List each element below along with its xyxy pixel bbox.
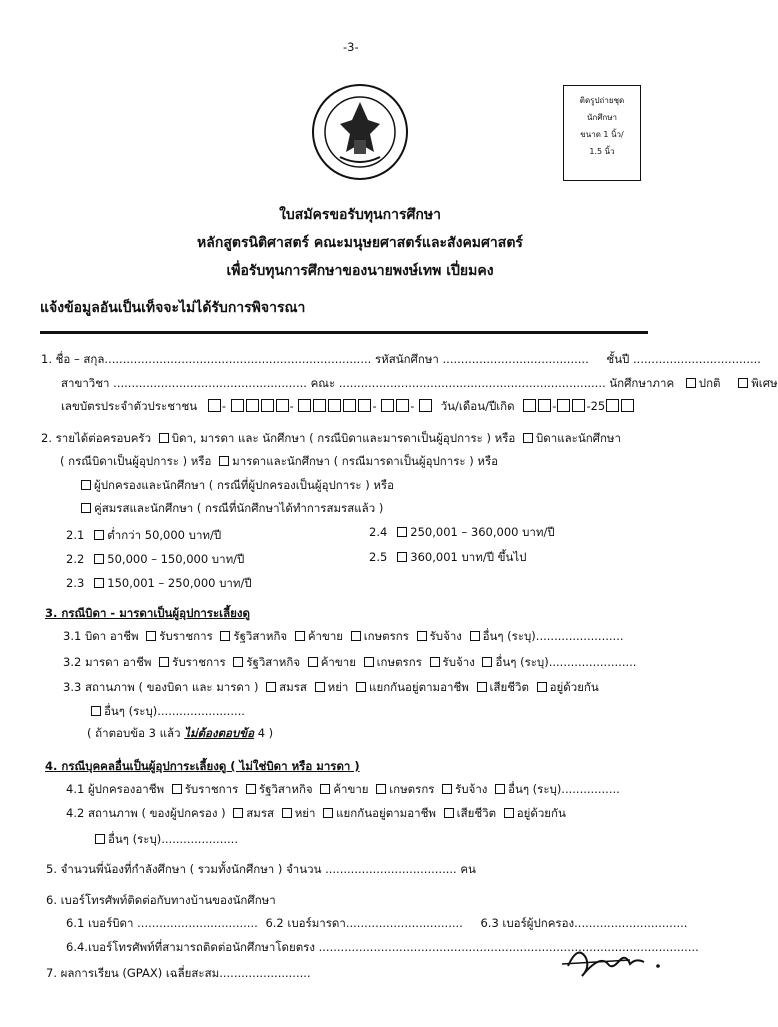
income-guardian-label: ผู้ปกครองและนักศึกษา ( กรณีที่ผู้ปกครองเป็นผู้อุปการะ ) หรือ <box>94 478 395 492</box>
status-other-field[interactable]: อื่นๆ (ระบุ)........................ <box>104 704 245 718</box>
occupation-label: เกษตรกร <box>389 782 435 796</box>
option-label: 50,000 – 150,000 บาท/ปี <box>107 552 245 566</box>
program-label: นักศึกษาภาค <box>609 376 675 390</box>
option-number: 2.2 <box>66 552 85 566</box>
occupation-label: ค้าขาย <box>333 782 369 796</box>
phone-row <box>66 916 687 930</box>
status-label: หย่า <box>294 806 316 820</box>
status-label: สมรส <box>246 806 275 820</box>
section-3-note <box>87 726 273 740</box>
form-subtitle-scholarship: เพื่อรับทุนการศึกษาของนายพงษ์เทพ เปี่ยมคง <box>226 263 494 279</box>
income-father-label: บิดาและนักศึกษา <box>535 431 621 445</box>
name-field[interactable]: 1. ชื่อ – สกุล......................................................................... <box>41 352 372 366</box>
occupation-checkbox[interactable] <box>295 631 305 641</box>
status-label: อยู่ด้วยกัน <box>549 680 599 694</box>
status-checkbox[interactable] <box>444 808 454 818</box>
student-id-field[interactable]: รหัสนักศึกษา ........................................ <box>374 352 589 366</box>
option-label: 250,001 – 360,000 บาท/ปี <box>410 525 555 539</box>
option-number: 2.4 <box>369 525 388 539</box>
status-other-checkbox[interactable] <box>95 834 105 844</box>
divider <box>40 331 648 334</box>
occupation-label[interactable]: อื่นๆ (ระบุ)........................ <box>482 629 624 643</box>
income-2-2-checkbox[interactable] <box>94 554 104 564</box>
form-title: ใบสมัครขอรับทุนการศึกษา <box>279 207 441 223</box>
gpax-field[interactable]: 7. ผลการเรียน (GPAX) เฉลี่ยสะสม......................... <box>46 966 311 980</box>
income-father-mother-checkbox[interactable] <box>159 433 169 443</box>
photo-box-line: 1.5 นิ้ว <box>589 147 615 156</box>
university-seal-logo <box>310 82 410 182</box>
occupation-checkbox[interactable] <box>482 657 492 667</box>
income-2-1-checkbox[interactable] <box>94 530 104 540</box>
occupation-label: เกษตรกร <box>376 655 422 669</box>
section-2-row-1 <box>41 431 621 445</box>
status-label: เสียชีวิต <box>489 680 529 694</box>
id-card-label: เลขบัตรประจำตัวประชาชน <box>61 399 198 413</box>
photo-box-line: ติดรูปถ่ายชุด <box>579 96 625 105</box>
income-option-2-3 <box>66 576 252 590</box>
option-label: 360,001 บาท/ปี ขึ้นไป <box>410 550 527 564</box>
guardian-status-label: 4.2 สถานภาพ ( ของผู้ปกครอง ) <box>66 806 226 820</box>
occupation-label[interactable]: อื่นๆ (ระบุ)................ <box>508 782 620 796</box>
program-regular-checkbox[interactable] <box>686 378 696 388</box>
income-father-mother-label: บิดา, มารดา และ นักศึกษา ( กรณีบิดาและมารดาเป็นผู้อุปการะ ) หรือ <box>171 431 516 445</box>
student-phone-field[interactable]: 6.4.เบอร์โทรศัพท์ที่สามารถติดต่อนักศึกษาโดยตรง ........................................................................................................ <box>66 940 699 954</box>
income-guardian-checkbox[interactable] <box>81 480 91 490</box>
income-option-2-4 <box>369 525 555 539</box>
occupation-checkbox[interactable] <box>172 784 182 794</box>
status-checkbox[interactable] <box>323 808 333 818</box>
option-number: 2.5 <box>369 550 388 564</box>
occupation-checkbox[interactable] <box>146 631 156 641</box>
program-regular-label: ปกติ <box>698 376 721 390</box>
income-father-checkbox[interactable] <box>523 433 533 443</box>
occupation-label: รับจ้าง <box>442 655 475 669</box>
mother-occupation-label: 3.2 มารดา อาชีพ <box>63 655 152 669</box>
status-label: หย่า <box>327 680 349 694</box>
occupation-label: รัฐวิสาหกิจ <box>233 629 288 643</box>
income-2-5-checkbox[interactable] <box>397 552 407 562</box>
note-emphasis: ไม่ต้องตอบข้อ <box>184 726 255 740</box>
occupation-label: รับจ้าง <box>429 629 462 643</box>
status-other-checkbox[interactable] <box>91 706 101 716</box>
section-1-row-3 <box>61 399 635 413</box>
occupation-checkbox[interactable] <box>351 631 361 641</box>
section-6-heading: 6. เบอร์โทรศัพท์ติดต่อกับทางบ้านของนักศึกษา <box>46 893 276 907</box>
parents-status-row <box>63 680 599 694</box>
siblings-count-field[interactable]: 5. จำนวนพี่น้องที่กำลังศึกษา ( รวมทั้งนักศึกษา ) จำนวน .................................... คน <box>46 862 476 876</box>
occupation-checkbox[interactable] <box>376 784 386 794</box>
note-text: 4 ) <box>257 726 274 740</box>
mother-phone-field[interactable]: 6.2 เบอร์มารดา................................ <box>265 916 463 930</box>
occupation-label: ค้าขาย <box>320 655 356 669</box>
occupation-label: ค้าขาย <box>307 629 344 643</box>
faculty-field[interactable]: คณะ ......................................................................... <box>310 376 606 390</box>
guardian-phone-field[interactable]: 6.3 เบอร์ผู้ปกครอง............................... <box>480 916 688 930</box>
status-checkbox[interactable] <box>233 808 243 818</box>
option-number: 2.3 <box>66 576 85 590</box>
section-2-row-2 <box>60 454 498 468</box>
signature <box>560 936 670 986</box>
income-spouse-checkbox[interactable] <box>81 503 91 513</box>
income-option-2-1 <box>66 528 221 542</box>
income-father-note: ( กรณีบิดาเป็นผู้อุปการะ ) หรือ <box>60 454 212 468</box>
status-checkbox[interactable] <box>282 808 292 818</box>
option-label: 150,001 – 250,000 บาท/ปี <box>107 576 252 590</box>
status-checkbox[interactable] <box>356 682 366 692</box>
dob-field[interactable]: - -25 <box>522 399 635 413</box>
income-option-2-5 <box>369 550 526 564</box>
occupation-checkbox[interactable] <box>220 631 230 641</box>
mother-occupation-row <box>63 655 636 669</box>
status-label: เสียชีวิต <box>456 806 497 820</box>
occupation-checkbox[interactable] <box>159 657 169 667</box>
status-checkbox[interactable] <box>477 682 487 692</box>
income-2-3-checkbox[interactable] <box>94 578 104 588</box>
occupation-checkbox[interactable] <box>320 784 330 794</box>
page-number: -3- <box>343 40 359 54</box>
occupation-checkbox[interactable] <box>430 657 440 667</box>
photo-box <box>563 85 641 181</box>
income-spouse-label: คู่สมรสและนักศึกษา ( กรณีที่นักศึกษาได้ทำการสมรสแล้ว ) <box>94 501 384 515</box>
form-subtitle-program: หลักสูตรนิติศาสตร์ คณะมนุษยศาสตร์และสังคมศาสตร์ <box>197 235 523 251</box>
section-1-row-1 <box>41 352 761 366</box>
photo-box-line: ขนาด 1 นิ้ว/ <box>580 130 624 139</box>
occupation-checkbox[interactable] <box>495 784 505 794</box>
status-label: สมรส <box>279 680 307 694</box>
occupation-label: รับราชการ <box>172 655 226 669</box>
status-label: แยกกันอยู่ตามอาชีพ <box>336 806 436 820</box>
occupation-label: รับราชการ <box>184 782 239 796</box>
dob-year-prefix: -25 <box>586 399 606 413</box>
major-field[interactable]: สาขาวิชา ..................................................... <box>61 376 307 390</box>
status-checkbox[interactable] <box>315 682 325 692</box>
section-2-row-4 <box>77 501 383 515</box>
guardian-status-row <box>66 806 566 820</box>
year-field[interactable]: ชั้นปี ................................... <box>606 352 761 366</box>
program-special-checkbox[interactable] <box>738 378 748 388</box>
occupation-checkbox[interactable] <box>364 657 374 667</box>
father-occupation-label: 3.1 บิดา อาชีพ <box>63 629 139 643</box>
section-3-heading: 3. กรณีบิดา - มารดาเป็นผู้อุปการะเลี้ยงดู <box>45 606 250 620</box>
status-checkbox[interactable] <box>266 682 276 692</box>
dob-label: วัน/เดือน/ปีเกิด <box>440 399 515 413</box>
id-card-number-field[interactable]: - - - - <box>207 399 437 413</box>
status-other-field[interactable]: อื่นๆ (ระบุ)..................... <box>108 832 238 846</box>
occupation-label[interactable]: อื่นๆ (ระบุ)........................ <box>495 655 637 669</box>
section-2-heading: 2. รายได้ต่อครอบครัว <box>41 431 152 445</box>
occupation-checkbox[interactable] <box>246 784 256 794</box>
note-text: ( ถ้าตอบข้อ 3 แล้ว <box>87 726 181 740</box>
status-checkbox[interactable] <box>537 682 547 692</box>
income-mother-checkbox[interactable] <box>219 456 229 466</box>
section-1-row-2 <box>61 376 778 390</box>
occupation-label: รับราชการ <box>159 629 213 643</box>
occupation-label: รับจ้าง <box>455 782 488 796</box>
guardian-occupation-row <box>66 782 620 796</box>
father-occupation-row <box>63 629 624 643</box>
option-number: 2.1 <box>66 528 85 542</box>
option-label: ต่ำกว่า 50,000 บาท/ปี <box>107 528 222 542</box>
parents-status-other-row <box>87 704 245 718</box>
occupation-checkbox[interactable] <box>417 631 427 641</box>
occupation-checkbox[interactable] <box>442 784 452 794</box>
father-phone-field[interactable]: 6.1 เบอร์บิดา ................................. <box>66 916 258 930</box>
occupation-checkbox[interactable] <box>470 631 480 641</box>
photo-box-line: นักศึกษา <box>587 113 617 122</box>
parents-status-label: 3.3 สถานภาพ ( ของบิดา และ มารดา ) <box>63 680 259 694</box>
income-2-4-checkbox[interactable] <box>397 527 407 537</box>
section-2-row-3 <box>77 478 394 492</box>
status-checkbox[interactable] <box>504 808 514 818</box>
status-label: แยกกันอยู่ตามอาชีพ <box>369 680 469 694</box>
guardian-occupation-label: 4.1 ผู้ปกครองอาชีพ <box>66 782 165 796</box>
occupation-label: รัฐวิสาหกิจ <box>258 782 313 796</box>
income-mother-label: มารดาและนักศึกษา ( กรณีมารดาเป็นผู้อุปการะ ) หรือ <box>232 454 499 468</box>
occupation-checkbox[interactable] <box>233 657 243 667</box>
status-label: อยู่ด้วยกัน <box>516 806 566 820</box>
income-option-2-2 <box>66 552 244 566</box>
notice-text: แจ้งข้อมูลอันเป็นเท็จจะไม่ได้รับการพิจารณา <box>40 300 306 316</box>
occupation-label: เกษตรกร <box>363 629 409 643</box>
program-special-label: พิเศษ <box>751 376 778 390</box>
section-4-heading: 4. กรณีบุคคลอื่นเป็นผู้อุปการะเลี้ยงดู ( ไม่ใช่บิดา หรือ มารดา ) <box>45 759 360 773</box>
occupation-label: รัฐวิสาหกิจ <box>246 655 301 669</box>
guardian-status-other-row <box>91 832 238 846</box>
occupation-checkbox[interactable] <box>308 657 318 667</box>
